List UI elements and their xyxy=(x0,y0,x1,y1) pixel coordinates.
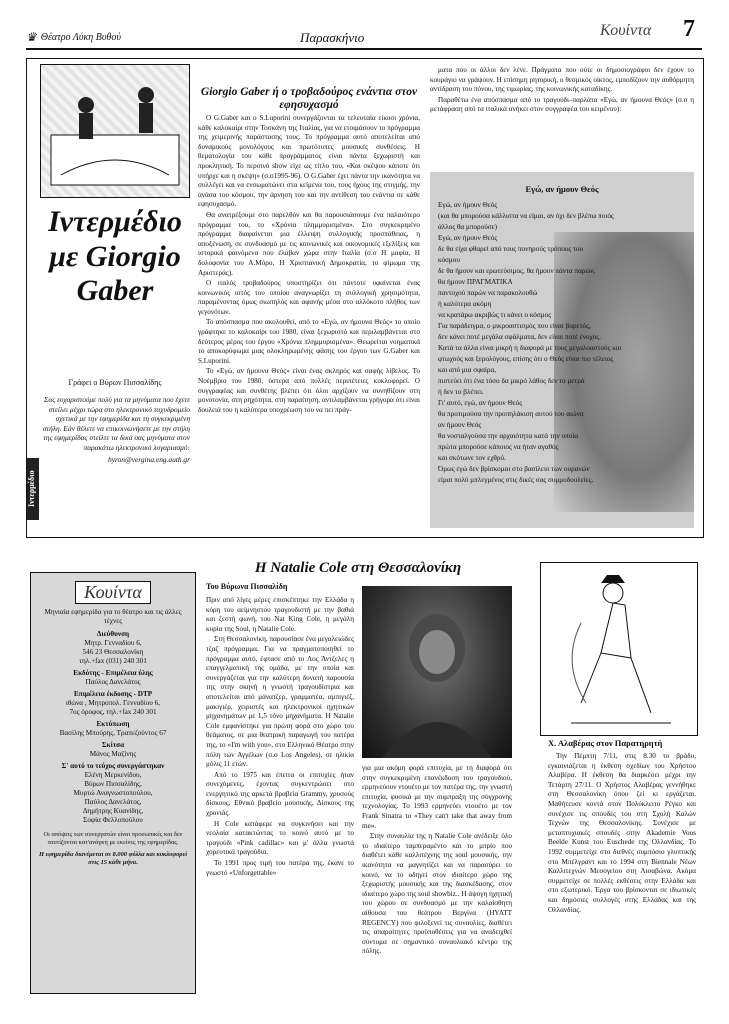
poem-line: πιστεύει ότι ένα τόσο δα μικρό λάθος δεν το μετρά xyxy=(438,377,585,385)
cole-byline: Του Βύρωνα Πισσαλίδη xyxy=(206,582,288,591)
masthead-logo: Κουίντα xyxy=(75,581,151,604)
masthead-section-line: Παύλος Δανελάτος, xyxy=(84,798,142,806)
paragraph: Ο ιταλός τροβαδούρος υποστηρίζει ότι πάντοτε υφαίνεται ένας κοινωνικός ιστός του οποίου αναγνωρίζει τη συλλογική χρησιμότητα, παραμένοντας όμως σιωπηλός και αφανής μέσα στο αλλόκοτο πλήθος των γεγονότων. xyxy=(198,279,420,316)
masthead-section-line: Δημήτρης Κυανίδης, xyxy=(82,807,144,815)
paragraph: Το «Εγώ, αν ήμουνα Θεός» είναι ένας σκληρός και σαφής λίβελος. Το Νοέμβριο του 1980, ύστερα από πολλές περιπέτειες κυκλοφορεί. Ο συγγραφέας και συνθέτης βλέπει ότι όλοι αρχίζουν να συνηθίζουν στη μονοτονία, στη ρηχότητα, στη παραίτηση, αντιλαμβάνεται γρήγορα ότι είναι δουλειά του η καλύτερα υποχρέωση του να πει πράγ- xyxy=(198,367,420,414)
paragraph: Πριν από λίγες μέρες επισκέπτηκε την Ελλάδα η κόρη του αείμνηστου τραγουδιστή με την βαθιά και ζεστή φωνή, του Nat King Cole, η μεγάλη κυρία της Soul, η Natalie Cole. xyxy=(206,596,354,633)
cole-column-2 xyxy=(362,764,512,1016)
masthead-section-line: Μυρτώ Αναγνωστοπούλου, xyxy=(73,789,153,797)
paragraph: Την Πέμπτη 7/11, στις 8.30 το βράδυ, εγκαινιάζεται η έκθεση σχεδίων του Χρήστου Αλαβέρα. Η έκθεση θα διαρκέσει μέχρι την Τετάρτη 27/11. Ο Χρήστος Αλαβέρας γεννήθηκε στη Θεσσαλονίκη όπου ζεί κι εργάζεται. Μαθήτευσε κοντά στον Πολύκλειτο Ρέγκο και συνέχισε τις σπουδές του στη Σχολή Καλών Τεχνών της Θεσσαλονίκης. Συνέχισε με μεταπτυχιακές σπουδές στην Akademie Voos Beelde Kunst του Euschede της Ολλανδίας. Το 1992 συμμετείχε στο διεθνές συμπόσιο γλυπτικής στο Μπέλγραντ και το 1994 στη Biennale Νέων Καλλιτεχνών Μεσογείου στη Λισαβώνα. Ακόμα συμμετείχε σε πολλές εκθέσεις στην Ελλάδα και στο εξωτερικό. Έργα του βρίσκονται σε ιδιωτικές και δημόσιες συλλογές στης Ελλάδας και της Ολλανδίας. xyxy=(548,752,696,914)
paragraph: ματα που οι άλλοι δεν λένε. Πράγματα που ούτε οι δημοσιογράφοι δεν έχουν το κουράγιο να γράψουν. Η επίσημη ρητορική, ο θεσμικός οίκτος, εμποδίζουν την αυθόρμητη αντίδραση του πόνου, της τιμωρίας, της κοινωνικής καταδίκης. xyxy=(430,66,694,94)
poem-line: είμαι πολύ μπλεγμένος στις δικές σας συμμοδουλείες. xyxy=(438,476,594,484)
poem-line: θα ήμουν ΠΡΑΓΜΑΤΙΚΑ xyxy=(438,278,513,286)
gaber-note xyxy=(40,395,190,464)
paragraph: Στη Θεσσαλονίκη, παρουσίασε ένα μεγαλειώδες τζαζ πρόγραμμα. Για να πραγματοποιηθεί το πρόγραμμα αυτό, έφτασε από το Λος Άντζελες η επαγγελματική της ομάδα, με την οποία και συνεργάζεται για την καλύτερη δυνατή παρουσία της στην σκηνή η γνωστή τραγουδίστρια και αποτελείται από μάνατζερ, γραμματέα, αμπιγιέζ, μακιγιέρ, χειριστές και ηλεκτρονικοί ηχητικών μηχανημάτων με 1,5 τόνο μηχανήματα. Η Natalie Cole εμφανίστηκε για πρώτη φορά στο χώρο του θεάματος, σε μια θεατρική παραγωγή του πατέρα της, το «I'm with you», στο Ελληνικό Θέατρο στην πόλη των Αγγέλων (σ.σ Los Angeles), σε ηλικία μόλις 11 ετών. xyxy=(206,635,354,769)
header-rule xyxy=(26,48,702,50)
poem-line: θα νοσταλγούσα την αρχαιότητα κατά την οποία xyxy=(438,432,579,440)
theatre-mask-icon: ♛ xyxy=(26,30,37,44)
header-left-text: Θέατρο Λύκη Βυθού xyxy=(40,32,121,43)
gaber-byline: Γράφει ο Βύρων Πισσαλίδης xyxy=(68,378,162,387)
gaber-big-title: Ιντερμέδιο με Giorgio Gaber xyxy=(48,205,182,307)
paragraph: για μια ακόμη φορά επιτυχία, με τη διαφορά ότι στην συγκεκριμένη επανέκδοση του τραγουδιού, ερμηνεύουν ντουέτο με τον πατέρα της, την γνωστή επιτυχία, φυσικά με την συμπραξη της σύγχρονης τεχνολογίας. Το 1993 ερμηνεύει ντουέτο με τον Frank Sinatra το «They can't take that away from me». xyxy=(362,764,512,830)
side-tab-label: Ιντερμέδιο xyxy=(27,458,39,520)
paragraph: Η Cole κατάφερε να συγκινήσει και την νεολαία κατακτώντας το κοινό αυτό με το τραγούδι «Pink cadillac» και μ' άλλα γνωστά χορευτικά τραγούδια. xyxy=(206,819,354,857)
alavera-headline: Χ. Αλαβέρας στον Παρατηρητή xyxy=(548,738,663,748)
cole-headline: Η Natalie Cole στη Θεσσαλονίκη xyxy=(254,560,462,576)
gaber-column-2 xyxy=(430,66,694,162)
gaber-illustration xyxy=(40,64,190,198)
masthead-section-line: τηλ.+fax (031) 240 301 xyxy=(79,657,147,665)
page-number: 7 xyxy=(683,16,695,42)
alavera-sketch xyxy=(540,562,698,736)
poem-line: δε θα ήμουν και ερωτεύσιμος, θα ήμουν πάντα παρών, xyxy=(438,267,596,275)
gaber-column-1 xyxy=(198,114,420,532)
poem-line: Γι' αυτό, εγώ, αν ήμουν Θεός xyxy=(438,399,523,407)
masthead-section-label: Σκίτσα xyxy=(101,741,125,749)
poem-line: και σκότωνε τον εχθρό. xyxy=(438,454,506,462)
paragraph: Ο G.Gaber και ο S.Luporini συνεργάζονται τα τελευταία είκοσι χρόνια, κάθε καλοκαίρι στην Τοσκάνη της Ιταλίας, για να ετοιμάσουν το πρόγραμμα της χειμερινής παράστασης τους. Το πρόγραμμα αυτό αποτελείται από δυναμικούς μονολόγους και πρωτότυπες μουσικές συνθέσεις. Η θεματολογία του κάθε προγράμματος είναι πάντα ξεχωριστή και προκλητική. Το περσινό show είχε ως τίτλο του, «Και σκέψου κάποτε ότι υπήρχε και η σκέψη» (σ.σ1995-96). Ο G.Gaber έχει πάντα την ικανότητα να συλλέγει και να ενσωματώνει στα κείμενα του, τους ήχους της στιγμής, την ανάσα του κόσμου, την άρνηση του και την αντίθεση του ενάντια σε κάθε εφησυχασμό. xyxy=(198,114,420,209)
masthead-section-label: Επιμέλεια έκδοσης - DTP xyxy=(73,690,153,698)
paragraph: Το απόσπασμα που ακολουθεί, από το «Εγώ, αν ήμουνα Θεός» το οποίο γράφτηκε το καλοκαίρι του 1980, είναι ξεχωριστό και περιλαμβάνεται στο δεύτερος μέρος του έργου «Χρόνια πλημμυρισμένα». Θεωρείται νοηματικά το αποκορύφωμα μιας ολοκληρωμένης φάσης του έργου των G.Gaber και S.Luporini. xyxy=(198,318,420,365)
poem-line: θα προτιμούσα την προπηλάκιση αυτού του αιώνα xyxy=(438,410,584,418)
section-title: Παρασκήνιο xyxy=(300,30,365,45)
masthead-section-line: 7ος όροφος, τηλ.+fax 240 301 xyxy=(69,708,157,716)
paragraph: Παραθέτω ένα απόσπασμα από το τραγούδι–παρλάτα «Εγώ, αν ήμουνα Θεός» (σ.σ η μετάφραση από τα ιταλικά ανήκει στον συγγραφέα του κειμένου): xyxy=(430,95,694,114)
masthead-section-label: Σ' αυτό το τεύχος συνεργάστηκαν xyxy=(61,762,165,770)
masthead-section-line: Μητρ. Γενναδίου 6, xyxy=(84,639,142,647)
performers-sketch-icon xyxy=(41,65,189,197)
gaber-note-text: Σας ευχαριστούμε πολύ για τα μηνύματα που έχετε στείλει μέχρι τώρα στο ηλεκτρονικό ταχυδρομείο σχετικά με την εφημερίδα και τη συγκεκριμένη στήλη. Εάν θέλετε να επικοινωνήσετε με την στήλη της εφημερίδας στείλτε τα δικά σας μηνύματα στον παρακάτω ηλεκτρονικό λογαριασμό: xyxy=(42,395,190,452)
poem-line: δε θα είχα φθαρεί από τους πονηρούς τρόπους του xyxy=(438,245,584,253)
header-publication xyxy=(26,30,121,45)
poem-line: πρώτα μπορούσε κάποιος να ήταν αγαθός xyxy=(438,443,559,451)
poem-line: αν ήμουν Θεός xyxy=(438,421,482,429)
poem-box xyxy=(430,172,694,528)
poem-line: Όμως εγώ δεν βρίσκομαι στο βασίλειο των ουρανών xyxy=(438,465,590,473)
masthead-section-label: Εκδότης - Επιμέλεια ύλης xyxy=(73,669,153,677)
poem-line: άλλος θα μπορούσε) xyxy=(438,223,498,231)
poem-line: ή καλύτερα ακόμη xyxy=(438,300,492,308)
poem-line: Εγώ, αν ήμουν Θεός xyxy=(438,234,498,242)
masthead-section-label: Διεύθυνση xyxy=(96,630,130,638)
natalie-cole-photo xyxy=(362,586,512,758)
poem-line: ή δεν το βλέπει. xyxy=(438,388,484,396)
masthead-disclaimer: Οι απόψεις των συνεργατών είναι προσωπικές και δεν ταυτίζονται κατ'ανάγκη με εκείνες της εφημερίδας. xyxy=(43,831,183,846)
alavera-body xyxy=(548,752,696,988)
poem-line: Για παράδειγμα, ο μικροαστισμός που είναι βαρετός, xyxy=(438,322,591,330)
paragraph: Το 1991 προς τιμή του πατέρα της, έκανε το γνωστό «Unforgettable» xyxy=(206,859,354,877)
seated-figure-sketch-icon xyxy=(541,563,697,735)
masthead-section-line: 546 23 Θεσσαλονίκη xyxy=(82,648,144,656)
masthead-section-line: Βύρων Πισσαλίδης, xyxy=(84,780,142,788)
masthead-section-line: Παύλος Δανελάτος xyxy=(85,678,141,686)
masthead-circulation: Η εφημερίδα διανέμεται σε 8.000 φύλλα και κυκλοφορεί στις 15 κάθε μήνα. xyxy=(39,851,187,866)
poem-line: κόσμου xyxy=(438,256,460,264)
masthead-tagline: Μηνιαία εφημερίδα για το θέατρο και τις άλλες τέχνες xyxy=(44,608,182,625)
poem-lines xyxy=(430,194,694,486)
poem-title: Εγώ, αν ήμουν Θεός xyxy=(525,184,599,194)
masthead-section-line: Μάνος Μαζίνης xyxy=(89,750,137,758)
masthead-section-label: Εκτύπωση xyxy=(96,720,130,728)
masthead-sections xyxy=(37,630,189,825)
poem-line: παντοχού παρών να παρακολουθώ xyxy=(438,289,538,297)
paragraph: Στην συναυλία της η Natalie Cole ανέδειξε όλο το ιδιαίτερο ταμπεραμέντο και το μπρίο που διαθέτει κάθε καλλιτέχνης της soul μουσικής, την ικανότητα να μαγνητίζει και να παρασύρει το κοινό, να το οδηγεί στον ιδιαίτερο χώρο της ξεχωριστής μουσικής και της διασκέδασης, στον ιδιαίτερο χώρο της soul showbiz.. Η άψογη ηχητική του χώρου σε συνδυασμό με την καλαίσθητη αίθουσα του θεάτρου Βεργίνα (HYATT REGENCY) που φιλοξενεί τις συναυλίες, διαθέτει τις απαραίτητες προϋποθέσεις για να αναδειχθεί σύντομα σε σημαντικό συναυλιακό κέντρο της πόλης. xyxy=(362,832,512,956)
gaber-email[interactable]: byron@vergina.eng.auth.gr xyxy=(108,454,190,464)
poem-line: να κρατάρω ακριβώς τι κάνει ο κόσμος xyxy=(438,311,552,319)
cole-column-1 xyxy=(206,596,354,1016)
poem-line: και από μια σφαίρα, xyxy=(438,366,497,374)
poem-line: δεν κάνει ποτέ μεγάλα σφάλματα, δεν είναι ποτέ ένοχος. xyxy=(438,333,601,341)
poem-line: Εγώ, αν ήμουν Θεός xyxy=(438,201,498,209)
masthead-section-line: Ελένη Μερκενίδου, xyxy=(84,771,142,779)
paragraph: Θα ανατρέξουμε στο παρελθόν και θα παρουσιάσουμε ένα παλαιότερο πρόγραμμα του, το «Χρόνια πλημμυρισμένα». Στο συγκεκριμένο πρόγραμμα διαφαίνεται μια έλλειψη συλλογικής προσπάθειας, η αποξένωση, σε συνδυασμό με τις κοινωνικές και οικονομικές εξελίξεις και ιστορικά φαινόμενα που έλαβαν χώρα στην Ιταλία (σ.σ Η μαφία, Η δολοφονία του Α.Μόρο, Η Χριστιανική Δημοκρατία, το φίμωμα της Αριστεράς). xyxy=(198,210,420,277)
portrait-icon xyxy=(362,586,512,758)
poem-line: φτωχούς και ξερολόγους, επίσης ότι ο Θεός είναι πιο τέλειος xyxy=(438,355,614,363)
masthead-section-line: ιθώνα , Μητροπολ. Γενναδίου 6, xyxy=(65,699,161,707)
paragraph: Από το 1975 και έπειτα οι επιτυχίες ήταν συνεχόμενες, έχοντας συγκεντρώσει στο ενεργητικό της αρκετά βραβεία Grammy, χρυσούς δίσκους, Εθνικό βραβείο μουσικής, Δίσκους της χρονιάς. xyxy=(206,770,354,818)
masthead-section-line: Βασίλης Μπούρης, Τραπεζούντος 67 xyxy=(59,729,167,737)
poem-line: Κατά τα άλλα είναι μικρή η διαφορά με τους μεγαλοαστούς και xyxy=(438,344,622,352)
masthead-section-line: Σοφία Φελλοπούλου xyxy=(83,816,143,824)
masthead-box xyxy=(30,572,196,994)
gaber-headline: Giorgio Gaber ή ο τροβαδούρος ενάντια στον εφησυχασμό xyxy=(200,86,418,111)
header-logo: Κουίντα xyxy=(600,22,652,39)
poem-line: (και θα μπορούσα κάλλιστα να είμαι, αν όχι δεν βλέπω ποιός xyxy=(438,212,614,220)
